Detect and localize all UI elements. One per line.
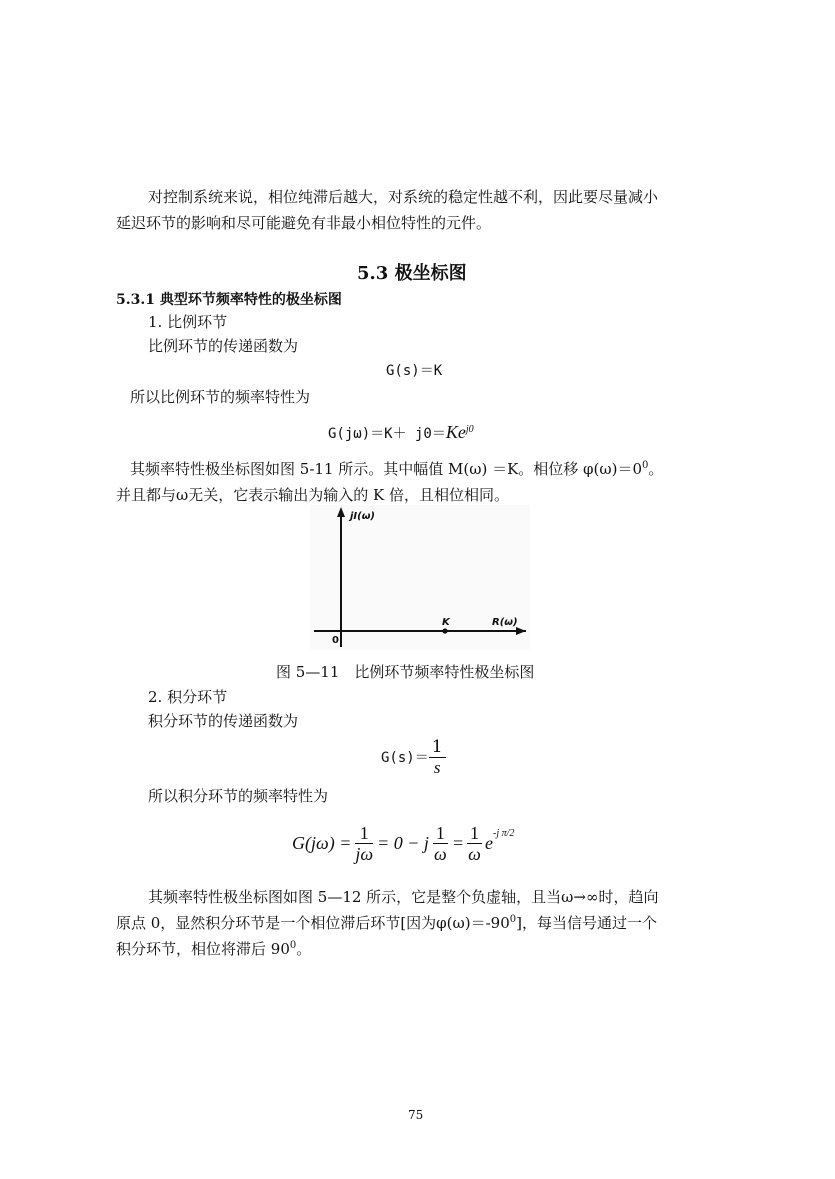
- item2-freq-equation: [292, 818, 514, 868]
- item1-desc-line-2: 并且都与ω无关，它表示输出为输入的 K 倍，且相位相同。: [116, 486, 509, 504]
- item1-freq-equation: [328, 422, 474, 443]
- point-k-label: K: [442, 617, 450, 628]
- figure-511-caption: 图 5—11 比例环节频率特性极坐标图: [276, 663, 535, 681]
- item2-desc-line-1: 其频率特性极坐标图如图 5—12 所示，它是整个负虚轴，且当ω→∞时，趋向: [148, 888, 659, 906]
- desc-sup: 0: [642, 460, 649, 471]
- frac3-den: ω: [468, 843, 481, 864]
- intro-line-2: 延迟环节的影响和尽可能避免有非最小相位特性的元件。: [116, 214, 492, 232]
- desc-text: 其频率特性极坐标图如图 5-11 所示。其中幅值 M(ω) ＝K。相位移 φ(ω)＝0: [130, 460, 643, 478]
- frac2-den: ω: [434, 843, 447, 864]
- item1-desc-line-1: [130, 458, 663, 479]
- transfer-fraction: [429, 737, 446, 778]
- point-k-marker: [442, 628, 447, 633]
- item1-transfer-equation: G(s)＝K: [386, 363, 443, 379]
- freq-eq-right: Ke: [445, 422, 466, 442]
- item2-desc-line-3: [116, 938, 311, 959]
- freq-eq-sup: j0: [465, 424, 474, 435]
- desc3-b: 。: [296, 940, 312, 958]
- exp-sup: -j π/2: [493, 827, 515, 839]
- item1-heading: 1. 比例环节: [148, 313, 228, 331]
- figure-background: [310, 505, 530, 650]
- desc3-sup: 0: [289, 940, 297, 951]
- item1-transfer-intro: 比例环节的传递函数为: [148, 337, 299, 355]
- transfer-denominator: s: [433, 757, 441, 777]
- item2-transfer-equation: [381, 734, 446, 780]
- freq-eq-left: G(jω)＝K＋ j0＝: [328, 426, 446, 442]
- item2-transfer-intro: 积分环节的传递函数为: [148, 712, 299, 730]
- freq-lhs: G(jω) =: [292, 832, 352, 853]
- page-number: 75: [408, 1108, 424, 1122]
- freq-fraction-2: [433, 823, 448, 864]
- subsection-title: 5.3.1 典型环节频率特性的极坐标图: [116, 292, 342, 308]
- frac2-num: 1: [433, 823, 448, 844]
- exp-base: e: [485, 832, 494, 853]
- frac1-den: jω: [355, 843, 374, 864]
- freq-fraction-1: [355, 823, 373, 864]
- transfer-numerator: 1: [429, 737, 446, 758]
- real-axis-label: R(ω): [492, 617, 518, 628]
- desc2-a: 原点 0，显然积分环节是一个相位滞后环节[因为φ(ω)＝-90: [116, 914, 510, 932]
- frac1-num: 1: [355, 823, 373, 844]
- origin-label: 0: [332, 635, 339, 646]
- item2-heading: 2. 积分环节: [148, 688, 228, 706]
- frac3-num: 1: [467, 823, 482, 844]
- desc2-sup: 0: [509, 914, 517, 925]
- desc3-a: 积分环节，相位将滞后 90: [116, 940, 290, 958]
- section-title: 5.3 极坐标图: [357, 263, 467, 284]
- item2-freq-intro: 所以积分环节的频率特性为: [148, 787, 329, 805]
- imag-axis-label: jI(ω): [350, 511, 375, 522]
- freq-mid: = 0 − j: [377, 832, 429, 853]
- desc-end: 。: [648, 460, 664, 478]
- transfer-lhs: G(s)＝: [381, 750, 429, 766]
- item2-desc-line-2: [116, 912, 657, 933]
- freq-fraction-3: [467, 823, 482, 864]
- item1-freq-intro: 所以比例环节的频率特性为: [130, 388, 311, 406]
- desc2-b: ]，每当信号通过一个: [516, 914, 657, 932]
- figure-511-polar-plot: [310, 505, 530, 650]
- freq-eq3: =: [451, 832, 465, 853]
- intro-line-1: 对控制系统来说，相位纯滞后越大，对系统的稳定性越不利，因此要尽量减小: [148, 188, 659, 206]
